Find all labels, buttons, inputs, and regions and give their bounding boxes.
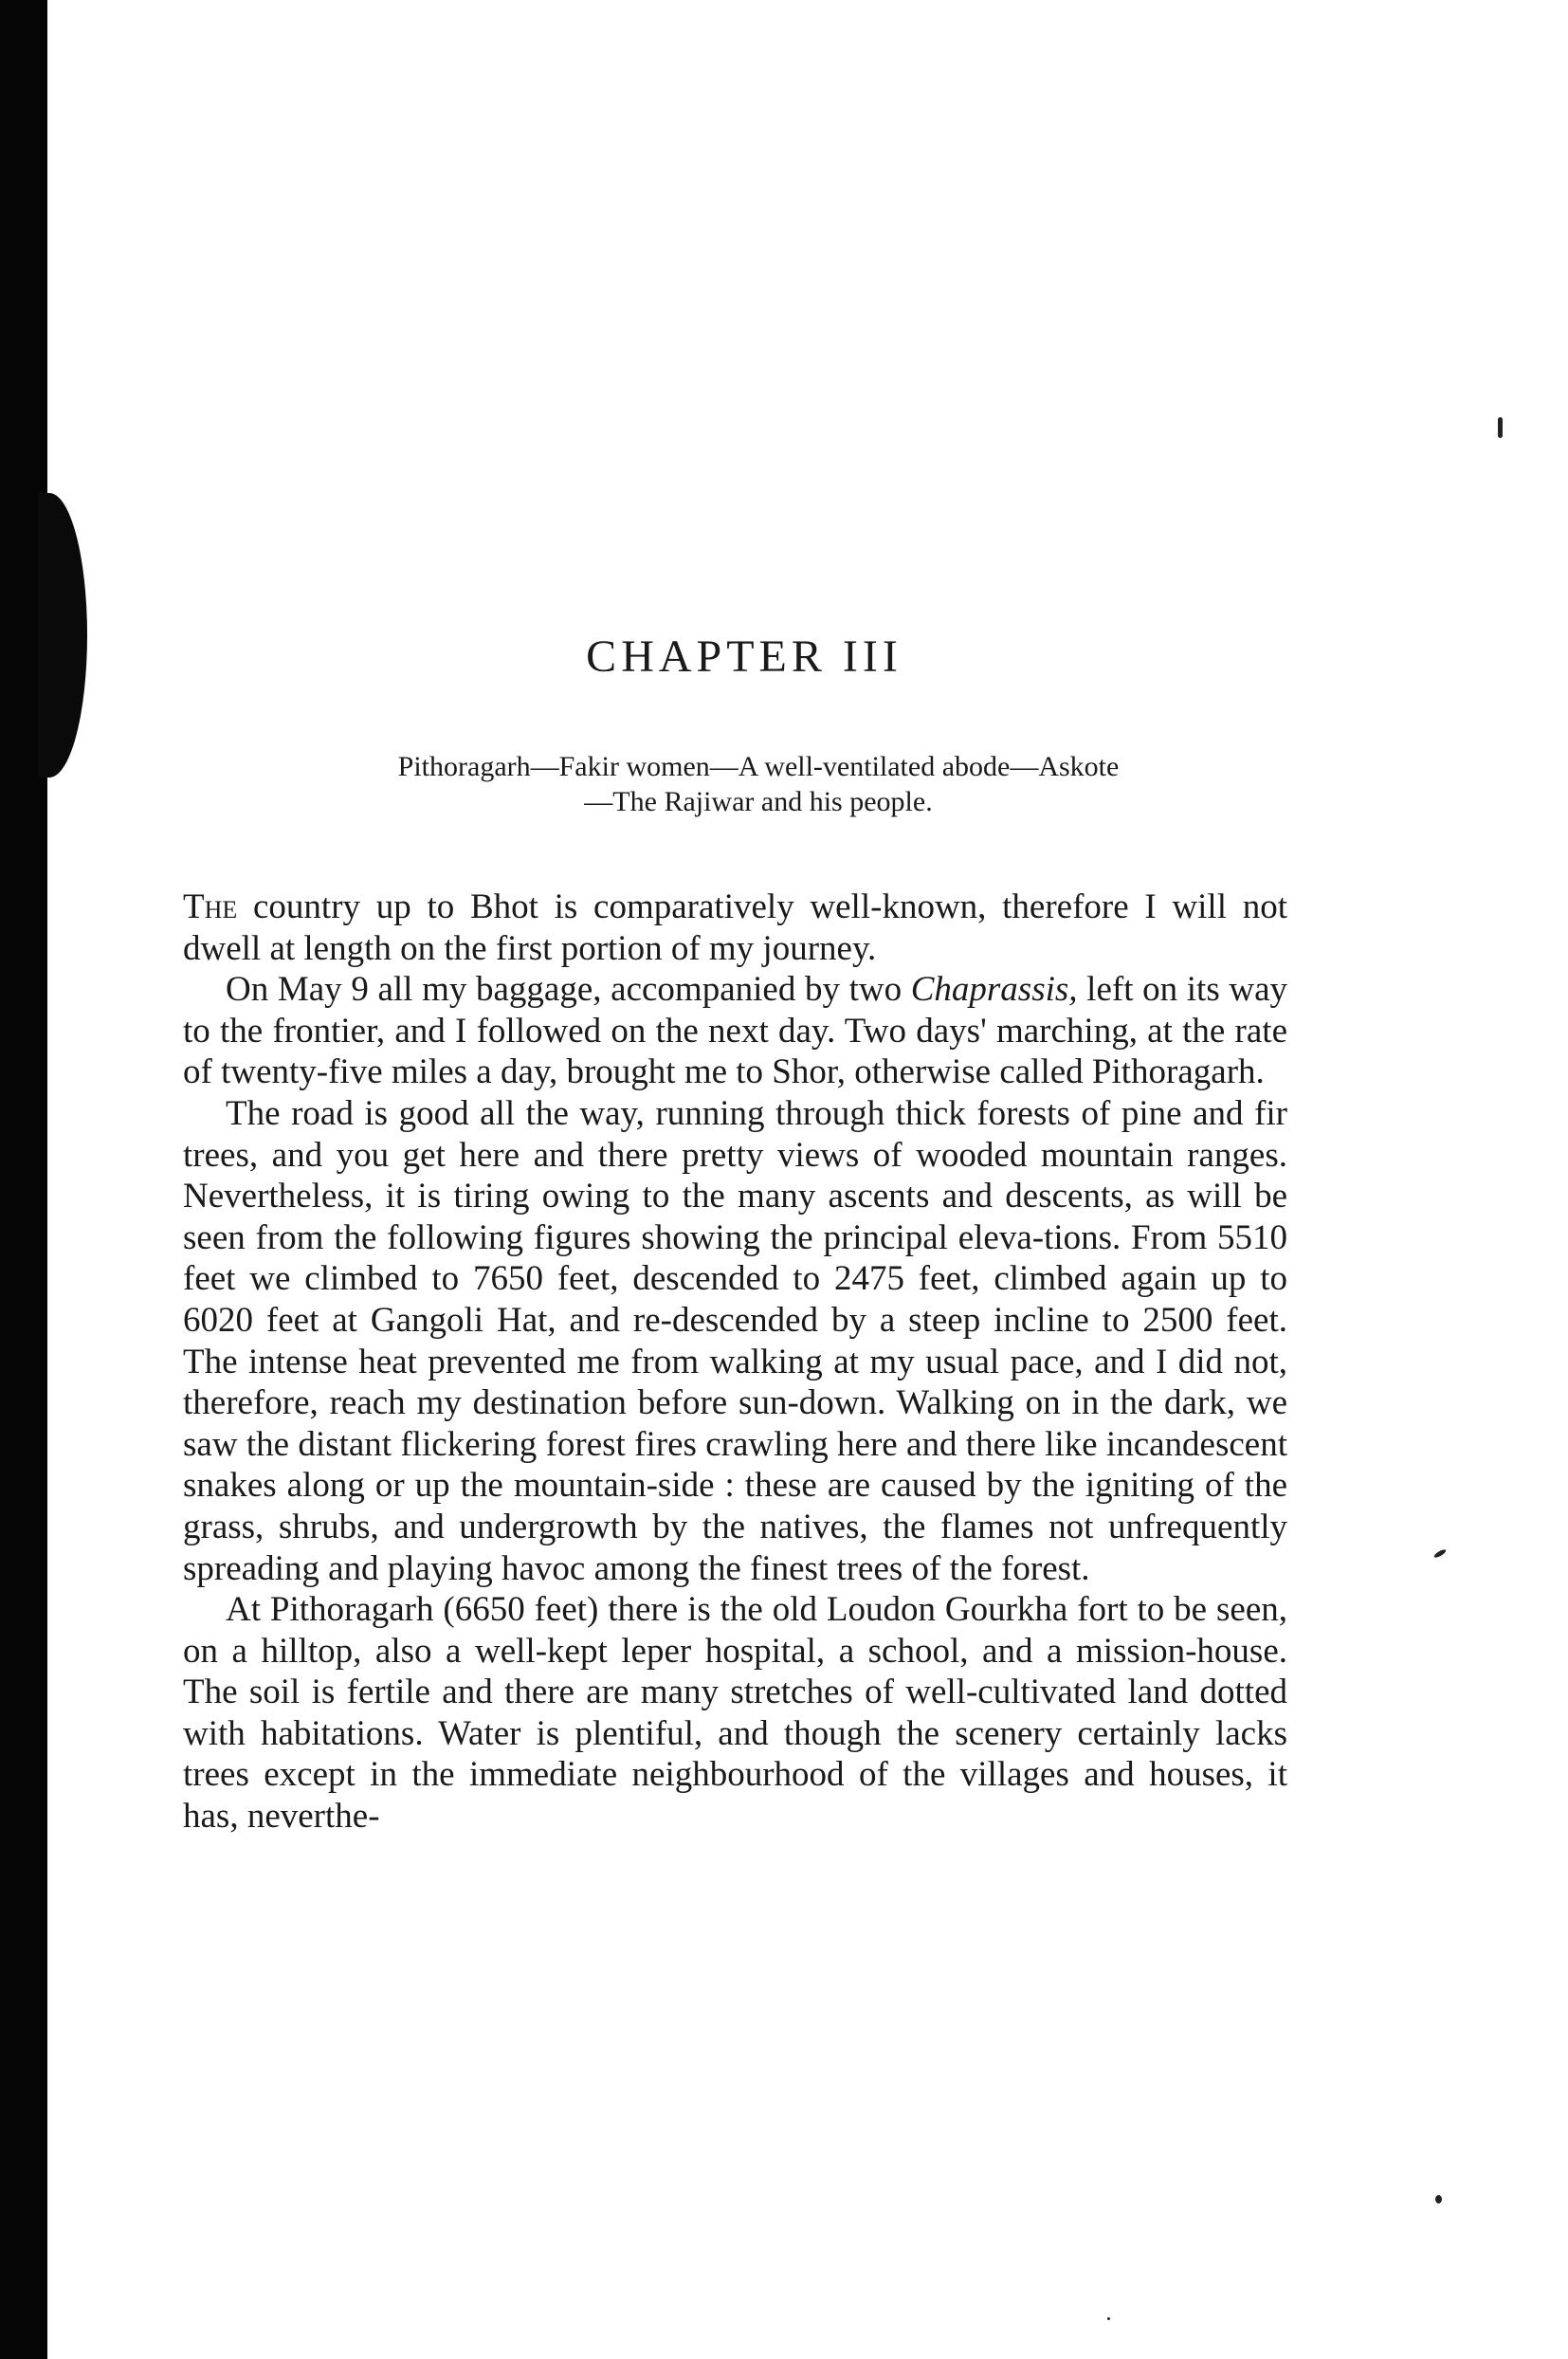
chapter-title: CHAPTER III <box>586 631 903 682</box>
paragraph-1 <box>183 887 1287 969</box>
binding-shadow <box>0 0 47 2359</box>
paragraph-4: At Pithoragarh (6650 feet) there is the old Loudon Gourkha fort to be seen, on a hilltop, also a well-kept leper hospital, a school, and a mission-house. The soil is fertile and there are many stretches of well-cultivated land dotted with habitations. Water is plentiful, and though the scenery certainly lacks trees except in the immediate neighbourhood of the villages and houses, it has, neverthe- <box>183 1590 1287 1837</box>
paragraph-2-italic: Chaprassis, <box>910 970 1078 1010</box>
paragraph-2-text-end: left on its way to the frontier, and I followed on the next day. Two days' marching, at the rate of twenty-five miles a day, brought me to Shor, otherwise called Pithoragarh. <box>183 970 1287 1092</box>
paragraph-3: The road is good all the way, running through thick forests of pine and fir trees, and you get here and there pretty views of wooded mountain ranges. Nevertheless, it is tiring owing to the many ascents and descents, as will be seen from the following figures showing the principal eleva-tions. From 5510 feet we climbed to 7650 feet, descended to 2475 feet, climbed again up to 6020 feet at Gangoli Hat, and re-descended by a steep incline to 2500 feet. The intense heat prevented me from walking at my usual pace, and I did not, therefore, reach my destination before sun-down. Walking on in the dark, we saw the distant flickering forest fires crawling here and there like incandescent snakes along or up the mountain-side : these are caused by the igniting of the grass, shrubs, and undergrowth by the natives, the flames not unfrequently spreading and playing havoc among the finest trees of the forest. <box>183 1093 1287 1588</box>
synopsis-line-2: —The Rajiwar and his people. <box>584 786 933 817</box>
scan-speck <box>1435 2195 1442 2204</box>
scan-speck <box>1498 417 1503 438</box>
chapter-body <box>183 887 1287 1838</box>
scan-speck <box>1107 2317 1110 2320</box>
scan-speck <box>1433 1548 1448 1559</box>
synopsis-line-1: Pithoragarh—Fakir women—A well-ventilated abode—Askote <box>397 751 1120 782</box>
chapter-synopsis <box>218 749 1299 819</box>
paragraph-1-text: country up to Bhot is comparatively well-known, therefore I will not dwell at length on the first portion of my journey. <box>183 887 1287 968</box>
paragraph-2 <box>183 969 1287 1093</box>
paragraph-2-text-start: On May 9 all my baggage, accompanied by two <box>226 970 911 1010</box>
paragraph-1-lead: The <box>183 887 238 926</box>
